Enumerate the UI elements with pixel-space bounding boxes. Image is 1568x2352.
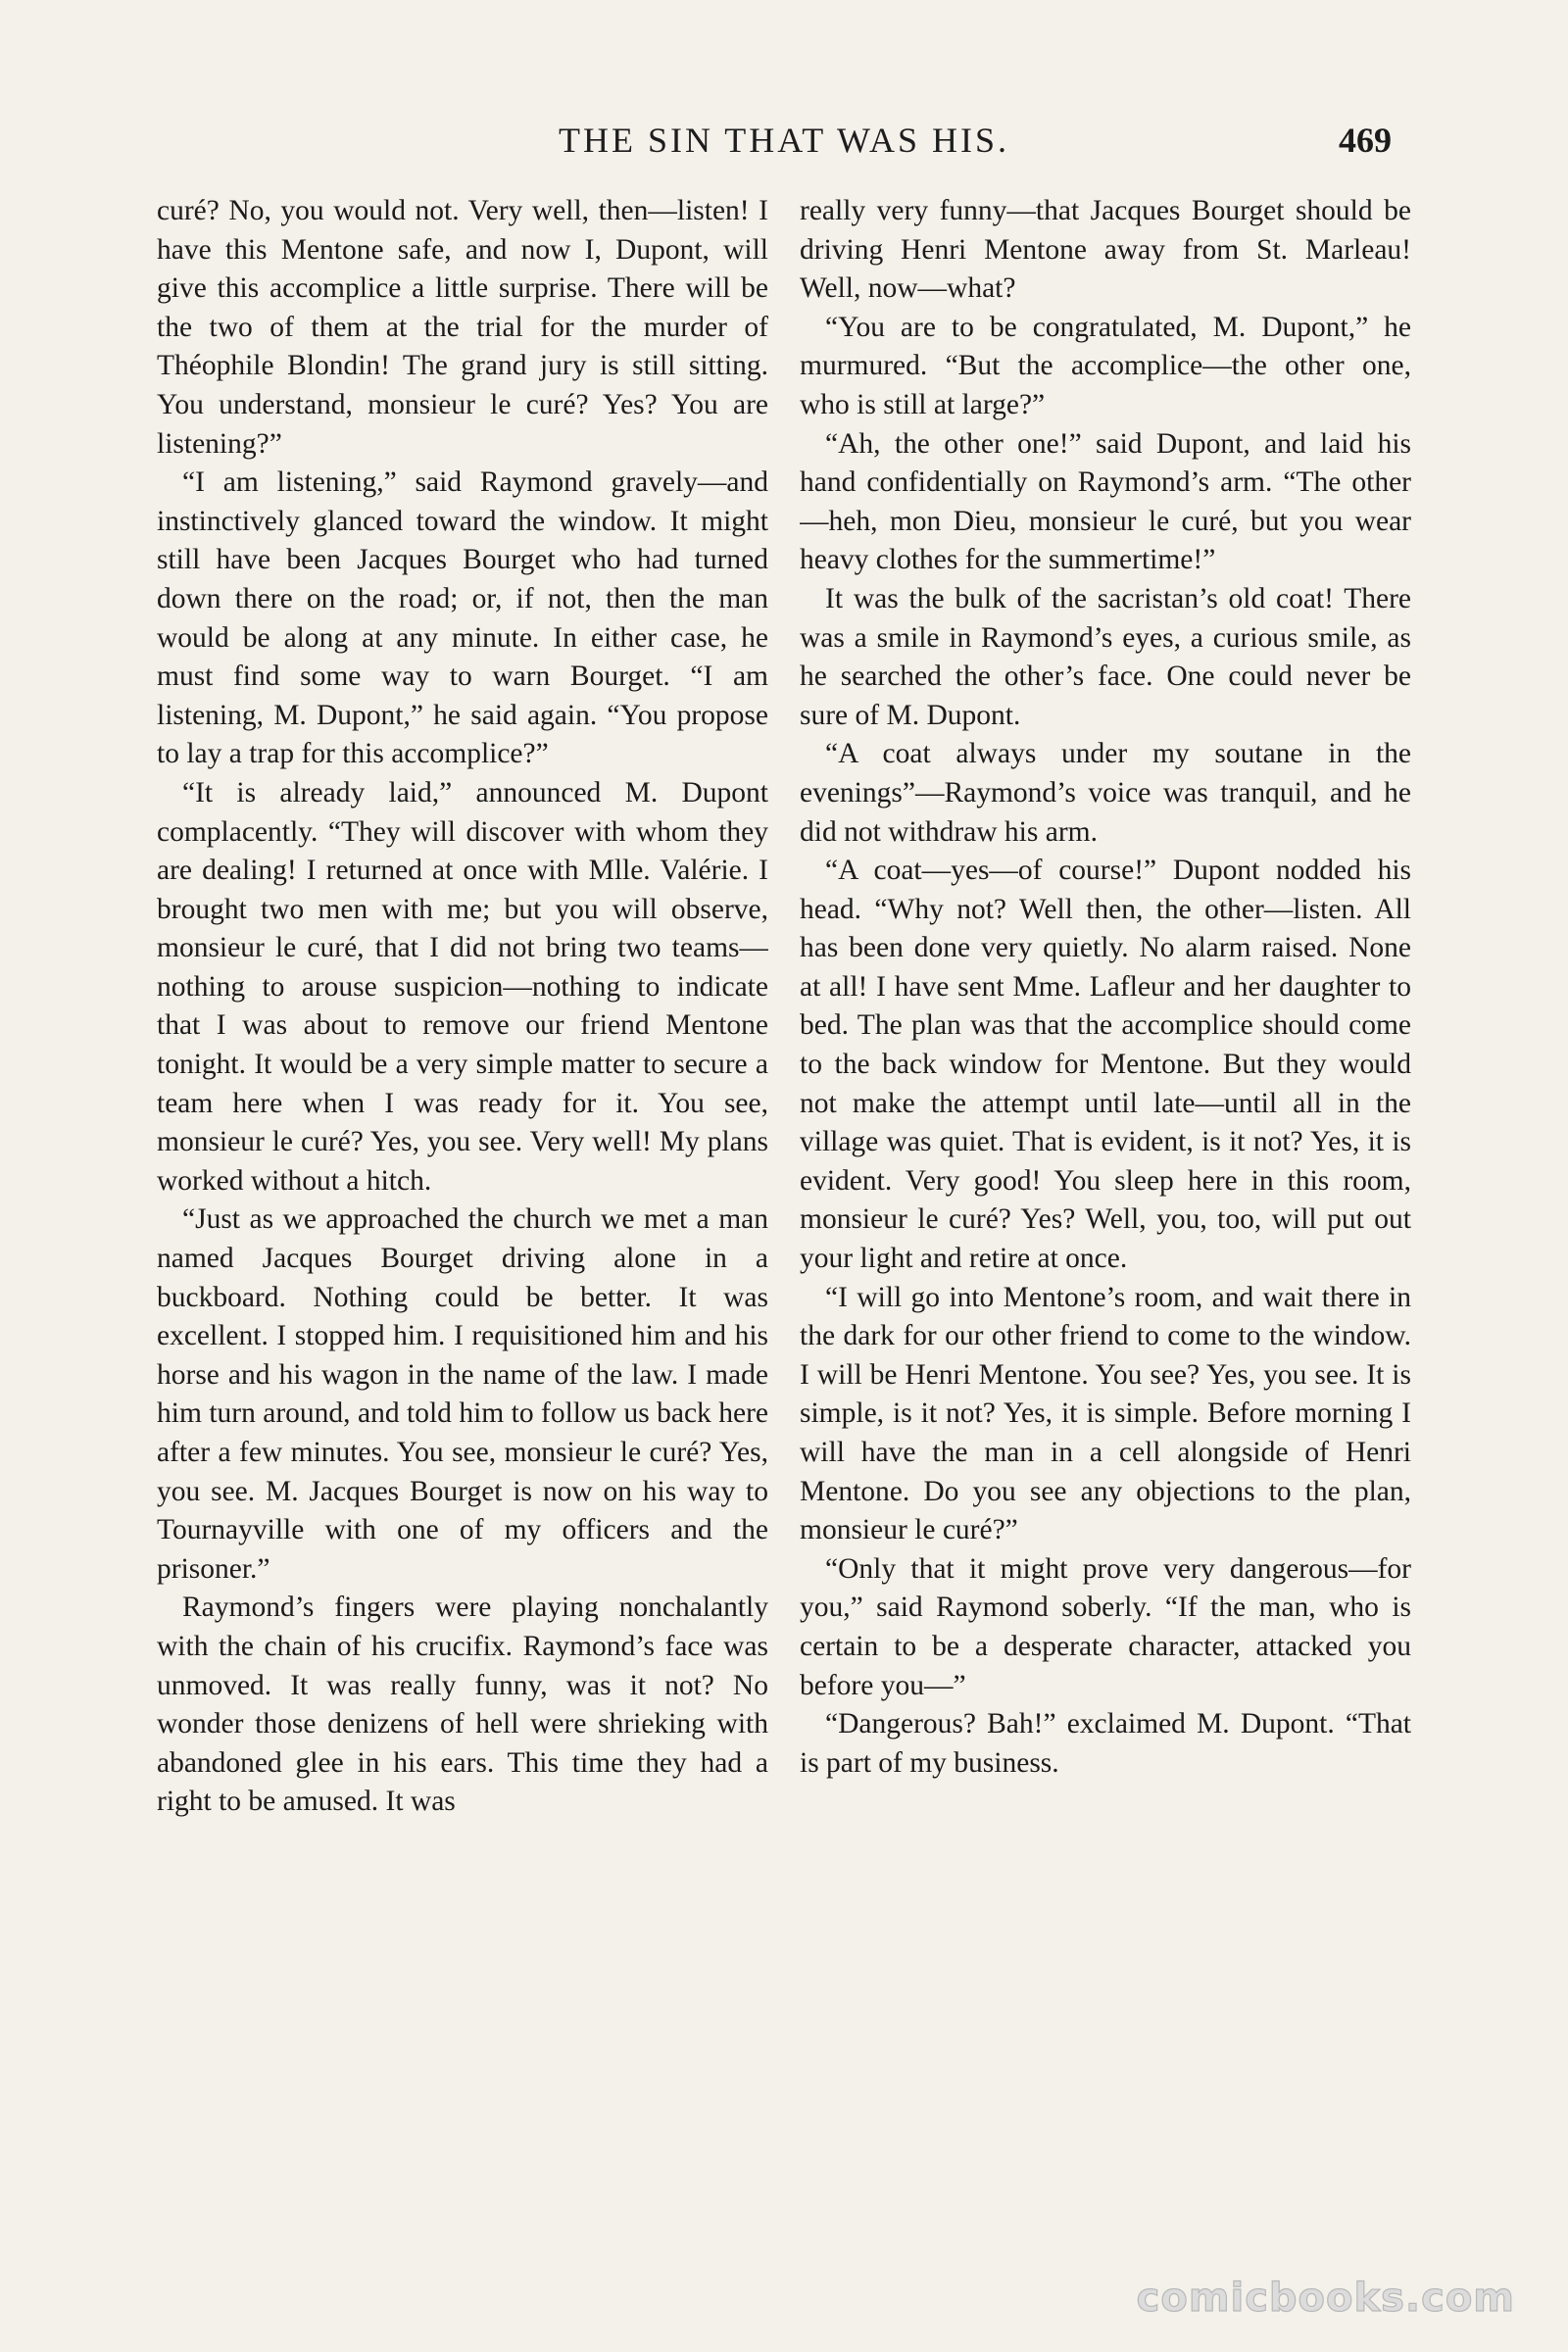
paragraph: “It is already laid,” announced M. Dupont complacently. “They will discover with whom they are dealing! I returned at once with Mlle. Valérie. I brought two men with me; but you will observe, monsieur le curé, that I did not bring two teams—nothing to arouse suspicion—nothing to indicate that I was about to remove our friend Mentone tonight. It would be a very simple matter to secure a team here when I was ready for it. You see, monsieur le curé? Yes, you see. Very well! My plans worked without a hitch. [157, 776, 768, 1197]
left-column [157, 192, 768, 2230]
paragraph: “Ah, the other one!” said Dupont, and laid his hand confidentially on Raymond’s arm. “The other—heh, mon Dieu, monsieur le curé, but you wear heavy clothes for the summertime!” [800, 427, 1411, 576]
paragraph: It was the bulk of the sacristan’s old coat! There was a smile in Raymond’s eyes, a curious smile, as he searched the other’s face. One could never be sure of M. Dupont. [800, 582, 1411, 731]
paragraph: “Dangerous? Bah!” exclaimed M. Dupont. “That is part of my business. [800, 1708, 1411, 1779]
paragraph: really very funny—that Jacques Bourget should be driving Henri Mentone away from St. Marleau! Well, now—what? [800, 195, 1411, 305]
paragraph: “Only that it might prove very dangerous—for you,” said Raymond soberly. “If the man, who is certain to be a desperate character, attacked you before you—” [800, 1552, 1411, 1701]
paragraph: “Just as we approached the church we met a man named Jacques Bourget driving alone in a buckboard. Nothing could be better. It was excellent. I stopped him. I requisitioned him and his horse and his wagon in the name of the law. I made him turn around, and told him to follow us back here after a few minutes. You see, monsieur le curé? Yes, you see. M. Jacques Bourget is now on his way to Tournayville with one of my officers and the prisoner.” [157, 1203, 768, 1585]
paragraph: Raymond’s fingers were playing nonchalantly with the chain of his crucifix. Raymond’s face was unmoved. It was really funny, was it not? No wonder those denizens of hell were shrieking with abandoned glee in his ears. This time they had a right to be amused. It was [157, 1592, 768, 1818]
paragraph: “A coat—yes—of course!” Dupont nodded his head. “Why not? Well then, the other—listen. All has been done very quietly. No alarm raised. None at all! I have sent Mme. Lafleur and her daughter to bed. The plan was that the accomplice should come to the back window for Mentone. But they would not make the attempt until late—until all in the village was quiet. That is evident, is it not? Yes, it is evident. Very good! You sleep here in this room, monsieur le curé? Yes? Well, you, too, will put out your light and retire at once. [800, 855, 1411, 1275]
paragraph: curé? No, you would not. Very well, then—listen! I have this Mentone safe, and now I, Dupont, will give this accomplice a little surprise. There will be the two of them at the trial for the murder of Théophile Blondin! The grand jury is still sitting. You understand, monsieur le curé? Yes? You are listening?” [157, 195, 768, 460]
paragraph: “I will go into Mentone’s room, and wait there in the dark for our other friend to come to the window. I will be Henri Mentone. You see? Yes, you see. It is simple, is it not? Yes, it is simple. Before morning I will have the man in a cell alongside of Henri Mentone. Do you see any objections to the plan, monsieur le curé?” [800, 1281, 1411, 1546]
page-header [157, 120, 1411, 169]
running-title: THE SIN THAT WAS HIS. [558, 121, 1010, 160]
text-columns [157, 192, 1411, 2230]
paragraph: “I am listening,” said Raymond gravely—and instinctively glanced toward the window. It might still have been Jacques Bourget who had turned down there on the road; or, if not, then the man would be along at any minute. In either case, he must find some way to warn Bourget. “I am listening, M. Dupont,” he said again. “You propose to lay a trap for this accomplice?” [157, 466, 768, 770]
paragraph: “A coat always under my soutane in the evenings”—Raymond’s voice was tranquil, and he did not withdraw his arm. [800, 738, 1411, 848]
page-number: 469 [1339, 121, 1392, 160]
watermark: comicbooks.com [1136, 2276, 1515, 2321]
right-column [800, 192, 1411, 2230]
paragraph: “You are to be congratulated, M. Dupont,” he murmured. “But the accomplice—the other one, who is still at large?” [800, 311, 1411, 420]
